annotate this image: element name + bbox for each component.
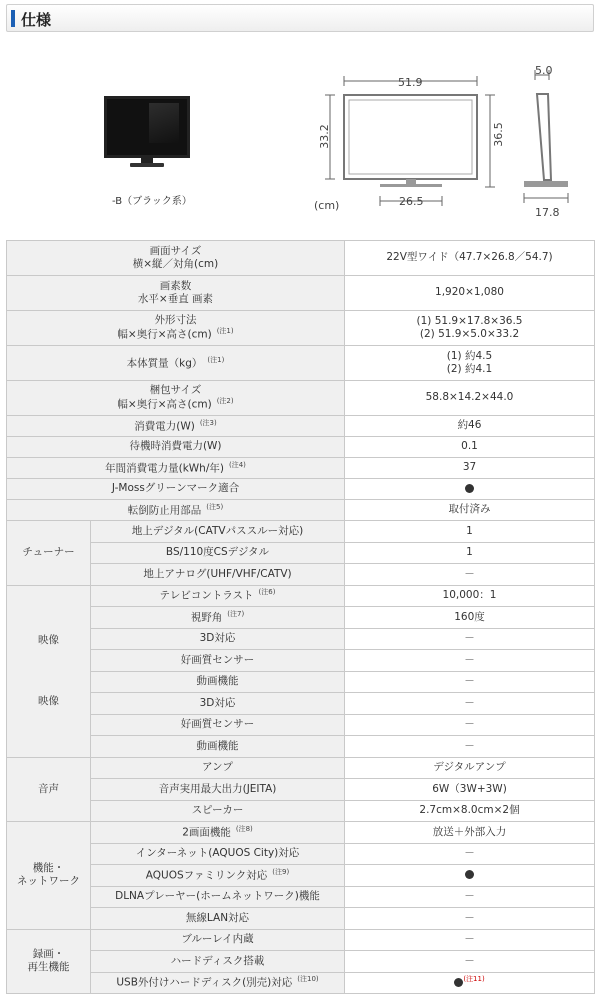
spec-row	[7, 951, 595, 973]
spec-label: AQUOSファミリンク対応 $^{(注9)}$	[91, 865, 345, 887]
spec-label: ブルーレイ内蔵	[91, 929, 345, 951]
spec-value: －	[345, 736, 595, 758]
spec-value: (1) 51.9×17.8×36.5 (2) 51.9×5.0×33.2	[345, 311, 595, 346]
spec-row	[7, 458, 595, 479]
audio-group-label: 音声	[7, 757, 91, 822]
spec-row	[7, 822, 595, 844]
spec-label: アンプ	[91, 757, 345, 779]
spec-label: 動画機能	[91, 736, 345, 758]
spec-label: 消費電力(W) $^{(注3)}$	[7, 416, 345, 437]
spec-row	[7, 714, 595, 736]
spec-row	[7, 564, 595, 586]
spec-value: 58.8×14.2×44.0	[345, 381, 595, 416]
recording-group-label: 録画・ 再生機能	[7, 929, 91, 994]
spec-row	[7, 843, 595, 865]
spec-value: 1	[345, 542, 595, 564]
spec-value: 160度	[345, 607, 595, 629]
spec-row	[7, 628, 595, 650]
spec-value: (1) 約4.5 (2) 約4.1	[345, 346, 595, 381]
spec-value: －	[345, 951, 595, 973]
footnote-ref: (注6)	[258, 588, 276, 597]
spec-label: DLNAプレーヤー(ホームネットワーク)機能	[91, 886, 345, 908]
front-height-label: 33.2	[317, 124, 331, 149]
footnote-ref: (注2)	[216, 397, 234, 406]
spec-value: －	[345, 628, 595, 650]
spec-label: 地上デジタル(CATVパススルー対応)	[91, 521, 345, 543]
spec-row	[7, 607, 595, 629]
footnote-ref: (注9)	[272, 867, 290, 876]
spec-value: －	[345, 650, 595, 672]
footnote-ref: (注4)	[228, 460, 246, 469]
spec-value: 0.1	[345, 437, 595, 458]
footnote-ref: (注10)	[297, 975, 319, 984]
spec-row	[7, 757, 595, 779]
filled-dot-icon	[465, 484, 474, 493]
spec-label: USB外付けハードディスク(別売)対応 $^{(注10)}$	[91, 972, 345, 994]
spec-row	[7, 865, 595, 887]
spec-row	[7, 650, 595, 672]
spec-row	[7, 241, 595, 276]
footnote-ref: (注3)	[199, 418, 217, 427]
spec-value: －	[345, 564, 595, 586]
side-bottom-depth-dimension-line	[524, 193, 568, 203]
spec-label: ハードディスク搭載	[91, 951, 345, 973]
spec-row	[7, 929, 595, 951]
spec-label: 好画質センサー	[91, 650, 345, 672]
video-group-label-1: 映像	[38, 633, 59, 646]
side-bottom-depth-label: 17.8	[535, 206, 560, 219]
spec-row	[7, 693, 595, 715]
spec-value: －	[345, 908, 595, 930]
spec-label: 3D対応	[91, 693, 345, 715]
spec-row	[7, 736, 595, 758]
title-accent-bar	[11, 10, 15, 27]
spec-value	[345, 479, 595, 500]
spec-label: 無線LAN対応	[91, 908, 345, 930]
spec-value: 22V型ワイド（47.7×26.8／54.7)	[345, 241, 595, 276]
spec-value: デジタルアンプ	[345, 757, 595, 779]
front-view-outline	[344, 95, 477, 187]
spec-row	[7, 779, 595, 801]
spec-row	[7, 437, 595, 458]
front-width-label: 51.9	[398, 76, 423, 89]
spec-label: 動画機能	[91, 671, 345, 693]
spec-label: 3D対応	[91, 628, 345, 650]
spec-label: 梱包サイズ 幅×奥行×高さ(cm) $^{(注2)}$	[7, 381, 345, 416]
spec-value: 37	[345, 458, 595, 479]
spec-label: 年間消費電力量(kWh/年) $^{(注4)}$	[7, 458, 345, 479]
spec-value: 取付済み	[345, 500, 595, 521]
spec-value: 約46	[345, 416, 595, 437]
spec-row	[7, 542, 595, 564]
spec-value: 放送＋外部入力	[345, 822, 595, 844]
spec-row	[7, 671, 595, 693]
spec-value: －	[345, 671, 595, 693]
spec-label: 視野角 $^{(注7)}$	[91, 607, 345, 629]
tuner-group-label: チューナー	[7, 521, 91, 586]
footnote-ref: (注7)	[227, 609, 245, 618]
spec-value: 6W（3W+3W)	[345, 779, 595, 801]
spec-row	[7, 886, 595, 908]
spec-label: 外形寸法 幅×奥行×高さ(cm) $^{(注1)}$	[7, 311, 345, 346]
spec-label: インターネット(AQUOS City)対応	[91, 843, 345, 865]
dimension-diagram	[0, 40, 600, 230]
filled-dot-icon	[454, 978, 463, 987]
spec-label: 好画質センサー	[91, 714, 345, 736]
spec-value: －	[345, 886, 595, 908]
spec-value	[345, 865, 595, 887]
filled-dot-icon	[465, 870, 474, 879]
value-note: (注11)	[463, 975, 485, 984]
video-group-label	[7, 585, 91, 757]
product-area	[0, 40, 600, 230]
spec-row	[7, 908, 595, 930]
spec-label: 音声実用最大出力(JEITA)	[91, 779, 345, 801]
spec-value: －	[345, 714, 595, 736]
spec-value: －	[345, 693, 595, 715]
spec-row	[7, 346, 595, 381]
side-top-depth-label: 5.0	[535, 64, 553, 77]
dimension-unit-label: (cm)	[314, 199, 340, 212]
spec-value: －	[345, 929, 595, 951]
spec-row	[7, 521, 595, 543]
spec-row	[7, 500, 595, 521]
spec-label: テレビコントラスト $^{(注6)}$	[91, 585, 345, 607]
spec-label: 画素数 水平×垂直 画素	[7, 276, 345, 311]
spec-value	[345, 972, 595, 994]
spec-label: 転倒防止用部品 $^{(注5)}$	[7, 500, 345, 521]
page-title: 仕様	[21, 11, 52, 29]
spec-row	[7, 311, 595, 346]
spec-value: 10,000：1	[345, 585, 595, 607]
spec-row	[7, 585, 595, 607]
spec-value: 1	[345, 521, 595, 543]
video-group-label-2: 映像	[38, 695, 59, 707]
spec-row	[7, 479, 595, 500]
spec-label: 2画面機能 $^{(注8)}$	[91, 822, 345, 844]
spec-label: 地上アナログ(UHF/VHF/CATV)	[91, 564, 345, 586]
section-title-bar	[6, 4, 594, 32]
spec-label: スピーカー	[91, 800, 345, 822]
spec-value: 2.7cm×8.0cm×2個	[345, 800, 595, 822]
spec-label: 待機時消費電力(W)	[7, 437, 345, 458]
spec-row	[7, 416, 595, 437]
spec-value: －	[345, 843, 595, 865]
spec-label: BS/110度CSデジタル	[91, 542, 345, 564]
spec-value: 1,920×1,080	[345, 276, 595, 311]
spec-row	[7, 381, 595, 416]
footnote-ref: (注1)	[216, 327, 234, 336]
spec-label: J-Mossグリーンマーク適合	[7, 479, 345, 500]
spec-table	[6, 240, 595, 994]
spec-row	[7, 972, 595, 994]
footnote-ref: (注1)	[207, 355, 225, 364]
total-height-label: 36.5	[491, 122, 505, 147]
spec-label: 画面サイズ 横×縦／対角(cm)	[7, 241, 345, 276]
product-color-caption: -B（ブラック系）	[112, 196, 192, 207]
footnote-ref: (注5)	[206, 502, 224, 511]
spec-label: 本体質量（kg） $^{(注1)}$	[7, 346, 345, 381]
stand-width-label: 26.5	[399, 195, 424, 208]
spec-row	[7, 800, 595, 822]
footnote-ref: (注8)	[235, 824, 253, 833]
spec-row	[7, 276, 595, 311]
side-view-outline	[524, 94, 568, 187]
network-group-label: 機能・ ネットワーク	[7, 822, 91, 930]
